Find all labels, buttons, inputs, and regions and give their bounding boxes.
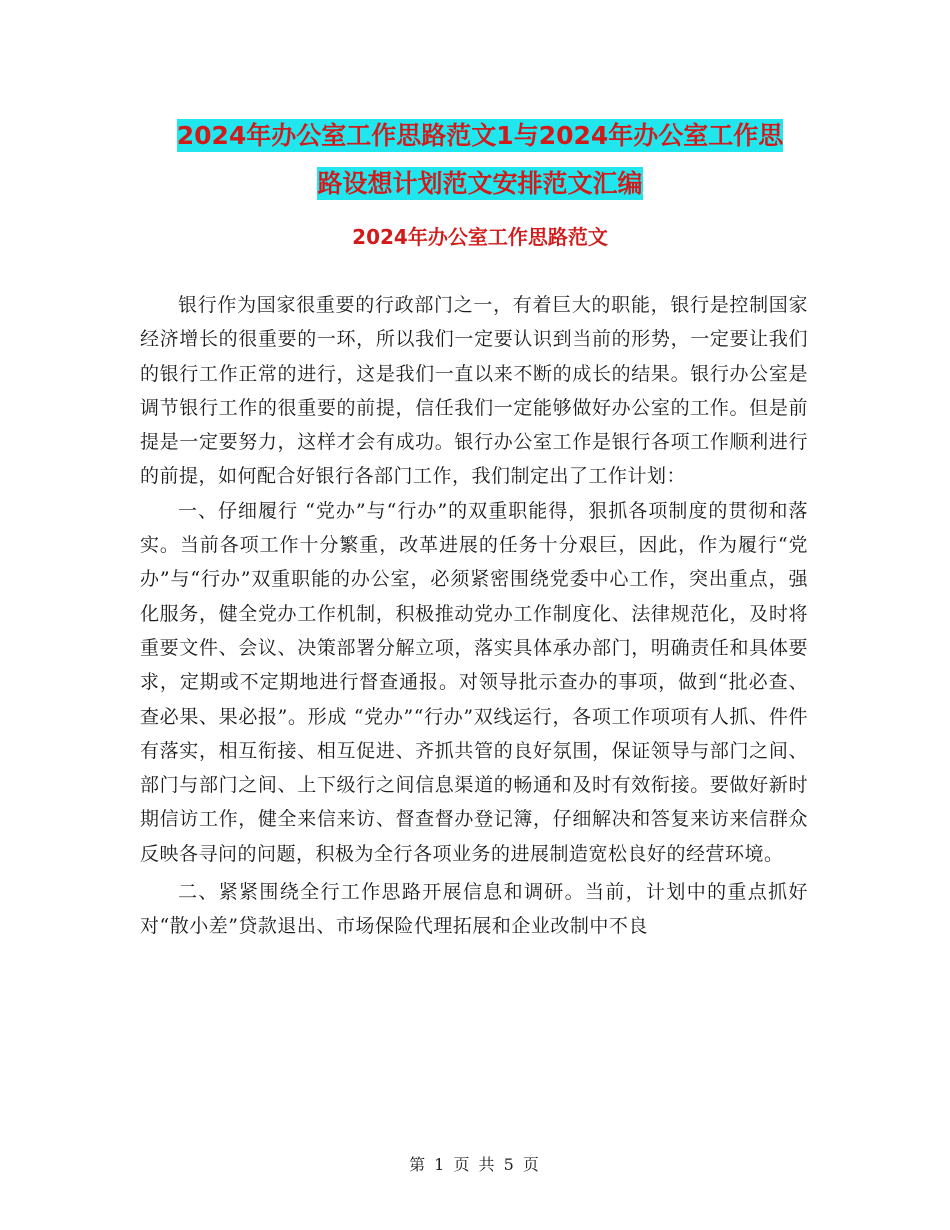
title-line-2: 路设想计划范文安排范文汇编: [317, 169, 643, 198]
page-footer: 第 1 页 共 5 页: [409, 1155, 541, 1174]
body-text: [140, 288, 808, 944]
section-title: 2024年办公室工作思路范文: [352, 225, 608, 249]
paragraph: 二、紧紧围绕全行工作思路开展信息和调研。当前，计划中的重点抓好对“散小差”贷款退出、市场保险代理拓展和企业改制中不良: [140, 881, 808, 938]
paragraph: 银行作为国家很重要的行政部门之一，有着巨大的职能，银行是控制国家经济增长的很重要的一环，所以我们一定要认识到当前的形势，一定要让我们的银行工作正常的进行，这是我们一直以来不断的成长的结果。银行办公室是调节银行工作的很重要的前提，信任我们一定能够做好办公室的工作。但是前提是一定要努力，这样才会有成功。银行办公室工作是银行各项工作顺利进行的前提，如何配合好银行各部门工作，我们制定出了工作计划：: [140, 294, 808, 488]
document-title: [140, 112, 820, 208]
title-line-1: 2024年办公室工作思路范文1与2024年办公室工作思: [176, 121, 784, 150]
paragraph: 一、仔细履行 “党办”与“行办”的双重职能得，狠抓各项制度的贯彻和落实。当前各项工作十分繁重，改革进展的任务十分艰巨，因此，作为履行“党办”与“行办”双重职能的办公室，必须紧密围绕党委中心工作，突出重点，强化服务，健全党办工作机制，积极推动党办工作制度化、法律规范化，及时将重要文件、会议、决策部署分解立项，落实具体承办部门，明确责任和具体要求，定期或不定期地进行督查通报。对领导批示查办的事项，做到“批必查、查必果、果必报”。形成 “党办”“行办”双线运行，各项工作项项有人抓、件件有落实，相互衔接、相互促进、齐抓共管的良好氛围，保证领导与部门之间、部门与部门之间、上下级行之间信息渠道的畅通和及时有效衔接。要做好新时期信访工作，健全来信来访、督查督办登记簿，仔细解决和答复来访来信群众反映各寻问的问题，积极为全行各项业务的进展制造宽松良好的经营环境。: [140, 499, 808, 865]
